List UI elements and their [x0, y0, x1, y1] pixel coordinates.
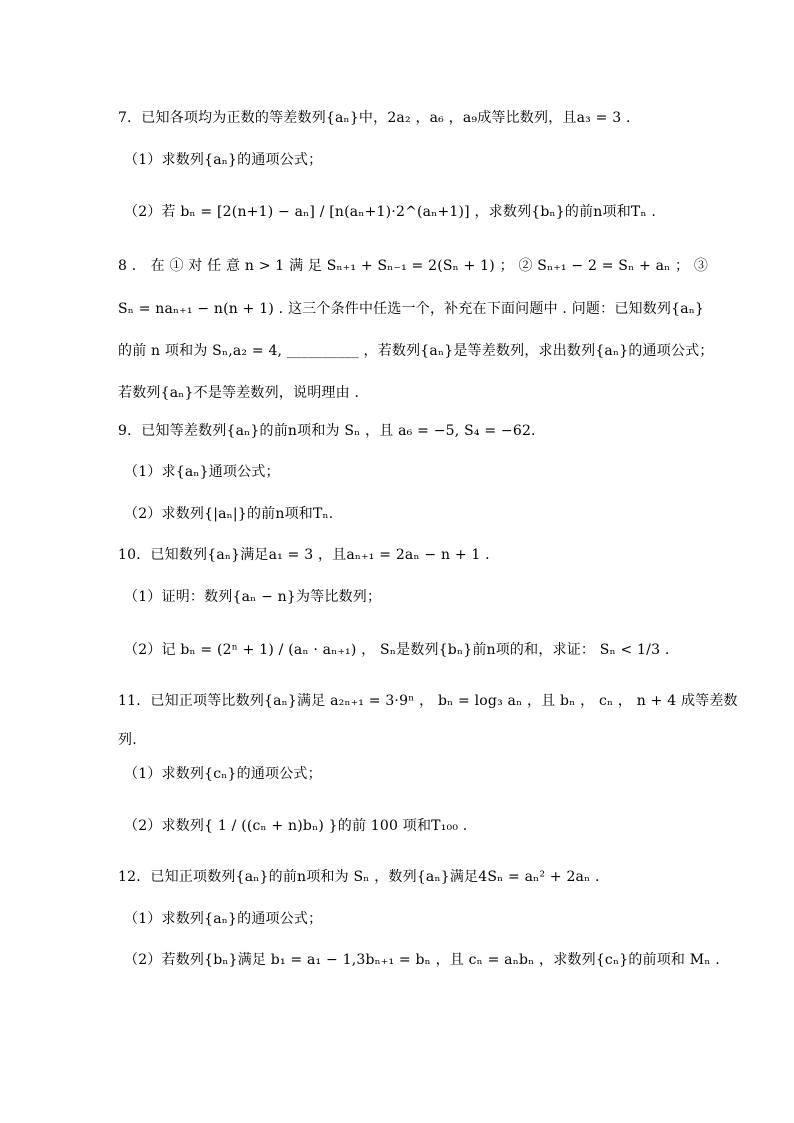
problem-12-part-2: （2）若数列{bₙ}满足 b₁ = a₁ − 1,3bₙ₊₁ = bₙ ，且 cₙ = aₙbₙ ，求数列{cₙ}的前项和 Mₙ . — [124, 952, 720, 968]
problem-9-statement: 9．已知等差数列{aₙ}的前n项和为 Sₙ ，且 a₆ = −5, S₄ = −62. — [118, 423, 536, 439]
problem-12-statement: 12．已知正项数列{aₙ}的前n项和为 Sₙ ，数列{aₙ}满足4Sₙ = aₙ² + 2aₙ . — [118, 869, 600, 885]
problem-8-statement-line-1: 8 ． 在 ① 对 任 意 n > 1 满 足 Sₙ₊₁ + Sₙ₋₁ = 2(Sₙ + 1) ； ② Sₙ₊₁ − 2 = Sₙ + aₙ ； ③ — [118, 258, 709, 274]
problem-8-statement-line-2: Sₙ = naₙ₊₁ − n(n + 1) . 这三个条件中任选一个，补充在下面问题中 . 问题：已知数列{aₙ} — [118, 301, 705, 317]
problem-7-part-2: （2）若 bₙ = [2(n+1) − aₙ] / [n(aₙ+1)·2^(aₙ+1)] ，求数列{bₙ}的前n项和Tₙ . — [124, 204, 657, 220]
problem-11-statement-line-2: 列. — [118, 732, 137, 748]
problem-8-statement-line-4: 若数列{aₙ}不是等差数列，说明理由 . — [118, 385, 360, 401]
problem-9-part-2: （2）求数列{|aₙ|}的前n项和Tₙ. — [124, 506, 334, 522]
problem-11-part-1: （1）求数列{cₙ}的通项公式； — [124, 766, 322, 782]
problem-11-statement-line-1: 11．已知正项等比数列{aₙ}满足 a₂ₙ₊₁ = 3·9ⁿ ， bₙ = log₃ aₙ ，且 bₙ ， cₙ ， n + 4 成等差数 — [118, 693, 738, 709]
problem-7-statement: 7．已知各项均为正数的等差数列{aₙ}中，2a₂ ，a₆ ，a₉成等比数列，且a₃ = 3 . — [118, 110, 631, 126]
problem-11-part-2: （2）求数列{ 1 / ((cₙ + n)bₙ) }的前 100 项和T₁₀₀ . — [124, 818, 468, 834]
problem-8-statement-line-3: 的前 n 项和为 Sₙ,a₂ = 4, __________ ，若数列{aₙ}是等差数列，求出数列{aₙ}的通项公式； — [118, 343, 714, 359]
problem-10-statement: 10．已知数列{aₙ}满足a₁ = 3 ，且aₙ₊₁ = 2aₙ − n + 1 . — [118, 547, 490, 563]
problem-10-part-1: （1）证明：数列{aₙ − n}为等比数列； — [124, 589, 382, 605]
problem-9-part-1: （1）求{aₙ}通项公式； — [124, 464, 280, 480]
problem-12-part-1: （1）求数列{aₙ}的通项公式； — [124, 911, 323, 927]
problem-10-part-2: （2）记 bₙ = (2ⁿ + 1) / (aₙ · aₙ₊₁) ， Sₙ是数列{bₙ}前n项的和，求证： Sₙ < 1/3 . — [124, 642, 670, 658]
problem-7-part-1: （1）求数列{aₙ}的通项公式； — [124, 152, 323, 168]
